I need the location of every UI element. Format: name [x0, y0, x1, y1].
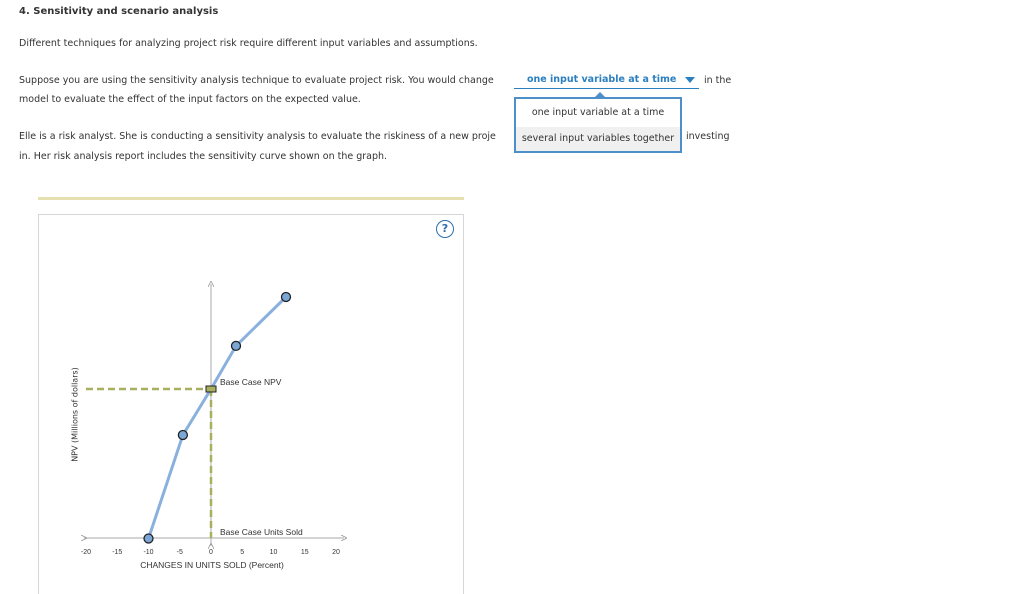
- x-tick-label: -20: [80, 549, 92, 556]
- y-axis-label: NPV (Millions of dollars): [70, 367, 80, 462]
- x-tick-label: -15: [112, 549, 123, 556]
- x-tick-label: -10: [143, 549, 154, 556]
- dropdown-option[interactable]: one input variable at a time: [531, 107, 665, 118]
- x-axis-label: CHANGES IN UNITS SOLD (Percent): [140, 560, 284, 570]
- help-icon[interactable]: ?: [436, 220, 454, 238]
- scenario-text-after: investing: [686, 131, 730, 142]
- question-text-line2: model to evaluate the effect of the input factors on the expected value.: [19, 94, 361, 105]
- x-tick-label: 15: [300, 549, 309, 556]
- dropdown-option[interactable]: several input variables together: [516, 127, 680, 151]
- base-case-point[interactable]: [206, 386, 216, 392]
- question-text-line1: Suppose you are using the sensitivity analysis technique to evaluate project risk. You would change: [19, 75, 494, 86]
- curve-data-point[interactable]: [282, 293, 291, 302]
- x-tick-label: 10: [269, 549, 278, 556]
- dropdown-selected-value: one input variable at a time: [527, 74, 677, 85]
- x-tick-label: 20: [332, 549, 340, 556]
- section-heading: 4. Sensitivity and scenario analysis: [19, 6, 219, 17]
- curve-data-point[interactable]: [144, 534, 153, 543]
- sensitivity-curve: [149, 297, 287, 539]
- x-tick-label: 5: [240, 549, 245, 556]
- base-case-units-label: Base Case Units Sold: [220, 527, 303, 537]
- x-tick-label: -5: [176, 549, 183, 556]
- scenario-text-line1: Elle is a risk analyst. She is conducting a sensitivity analysis to evaluate the riskiness of a new proje: [19, 131, 496, 142]
- curve-data-point[interactable]: [178, 431, 187, 440]
- intro-text: Different techniques for analyzing project risk require different input variables and assumptions.: [19, 38, 478, 49]
- base-case-npv-label: Base Case NPV: [220, 377, 282, 387]
- question-text-after: in the: [704, 75, 732, 86]
- scenario-text-line2: in. Her risk analysis report includes the sensitivity curve shown on the graph.: [19, 151, 388, 162]
- x-tick-label: 0: [209, 549, 213, 556]
- curve-data-point[interactable]: [232, 341, 241, 350]
